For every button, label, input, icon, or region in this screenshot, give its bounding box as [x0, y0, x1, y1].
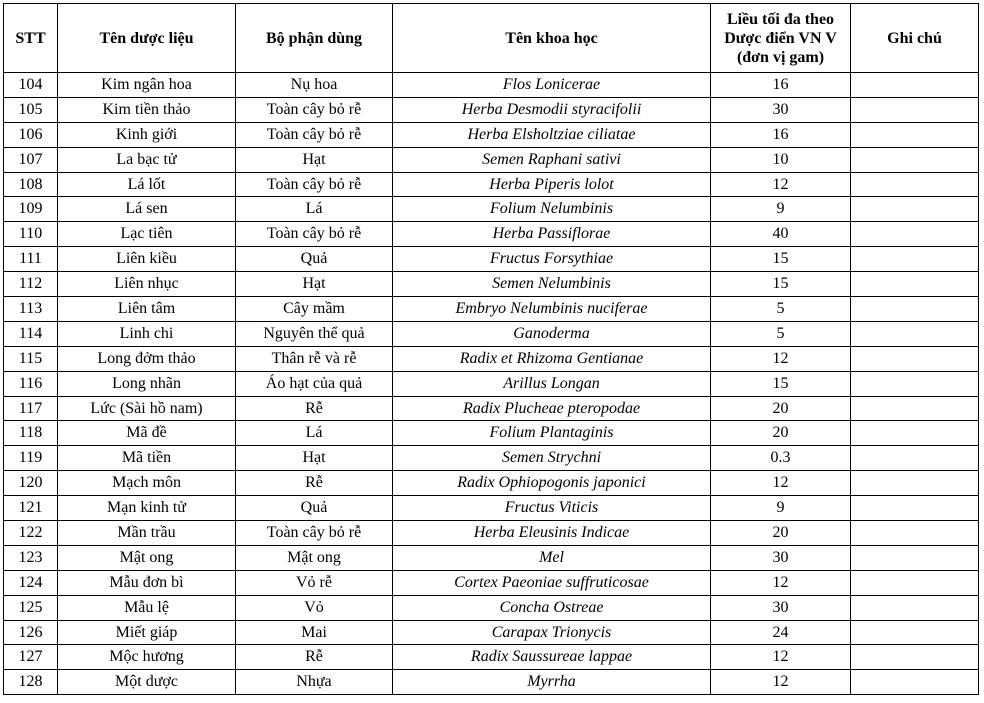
cell-max-dose: 12 [711, 670, 851, 695]
cell-max-dose: 30 [711, 545, 851, 570]
table-row [4, 73, 979, 98]
cell-max-dose: 12 [711, 570, 851, 595]
table-body [4, 73, 979, 695]
cell-scientific-name: Radix et Rhizoma Gentianae [393, 346, 711, 371]
table-row [4, 197, 979, 222]
cell-max-dose: 12 [711, 172, 851, 197]
cell-max-dose: 20 [711, 421, 851, 446]
cell-note [851, 147, 979, 172]
cell-max-dose: 12 [711, 645, 851, 670]
cell-part-used: Hạt [236, 272, 393, 297]
cell-note [851, 396, 979, 421]
cell-stt: 121 [4, 496, 58, 521]
cell-max-dose: 15 [711, 371, 851, 396]
cell-max-dose: 20 [711, 521, 851, 546]
cell-scientific-name: Herba Passiflorae [393, 222, 711, 247]
table-row [4, 670, 979, 695]
cell-scientific-name: Ganoderma [393, 321, 711, 346]
cell-part-used: Rễ [236, 396, 393, 421]
cell-note [851, 670, 979, 695]
cell-max-dose: 20 [711, 396, 851, 421]
cell-herb-name: Lạc tiên [58, 222, 236, 247]
cell-note [851, 197, 979, 222]
cell-max-dose: 30 [711, 97, 851, 122]
cell-scientific-name: Myrrha [393, 670, 711, 695]
cell-part-used: Quả [236, 496, 393, 521]
header-scientific-name: Tên khoa học [393, 4, 711, 73]
cell-note [851, 371, 979, 396]
cell-stt: 111 [4, 247, 58, 272]
table-row [4, 570, 979, 595]
cell-note [851, 272, 979, 297]
cell-note [851, 346, 979, 371]
cell-note [851, 595, 979, 620]
header-herb-name: Tên dược liệu [58, 4, 236, 73]
cell-scientific-name: Fructus Forsythiae [393, 247, 711, 272]
cell-part-used: Quả [236, 247, 393, 272]
table-row [4, 496, 979, 521]
cell-note [851, 545, 979, 570]
cell-scientific-name: Radix Ophiopogonis japonici [393, 471, 711, 496]
cell-scientific-name: Radix Plucheae pteropodae [393, 396, 711, 421]
table-row [4, 545, 979, 570]
cell-stt: 125 [4, 595, 58, 620]
cell-max-dose: 15 [711, 272, 851, 297]
header-row [4, 4, 979, 73]
cell-stt: 126 [4, 620, 58, 645]
cell-stt: 112 [4, 272, 58, 297]
header-note: Ghi chú [851, 4, 979, 73]
table-row [4, 247, 979, 272]
cell-herb-name: Liên nhục [58, 272, 236, 297]
cell-herb-name: Mẫu lệ [58, 595, 236, 620]
cell-scientific-name: Semen Raphani sativi [393, 147, 711, 172]
cell-note [851, 321, 979, 346]
table-row [4, 297, 979, 322]
cell-max-dose: 16 [711, 73, 851, 98]
cell-part-used: Vỏ rễ [236, 570, 393, 595]
table-row [4, 620, 979, 645]
cell-note [851, 421, 979, 446]
cell-max-dose: 9 [711, 496, 851, 521]
cell-stt: 120 [4, 471, 58, 496]
cell-herb-name: Mẫu đơn bì [58, 570, 236, 595]
table-row [4, 97, 979, 122]
cell-stt: 127 [4, 645, 58, 670]
cell-part-used: Nguyên thể quả [236, 321, 393, 346]
cell-scientific-name: Herba Elsholtziae ciliatae [393, 122, 711, 147]
header-stt: STT [4, 4, 58, 73]
cell-herb-name: Linh chi [58, 321, 236, 346]
cell-max-dose: 16 [711, 122, 851, 147]
cell-herb-name: Kim ngân hoa [58, 73, 236, 98]
cell-stt: 109 [4, 197, 58, 222]
cell-note [851, 247, 979, 272]
cell-herb-name: Mật ong [58, 545, 236, 570]
table-row [4, 321, 979, 346]
cell-max-dose: 12 [711, 346, 851, 371]
cell-scientific-name: Folium Nelumbinis [393, 197, 711, 222]
cell-scientific-name: Flos Lonicerae [393, 73, 711, 98]
cell-stt: 107 [4, 147, 58, 172]
cell-note [851, 172, 979, 197]
table-row [4, 222, 979, 247]
cell-herb-name: Lức (Sài hồ nam) [58, 396, 236, 421]
cell-max-dose: 10 [711, 147, 851, 172]
cell-stt: 114 [4, 321, 58, 346]
table-row [4, 272, 979, 297]
cell-herb-name: La bạc tử [58, 147, 236, 172]
table-row [4, 595, 979, 620]
cell-note [851, 496, 979, 521]
cell-herb-name: Lá sen [58, 197, 236, 222]
cell-stt: 123 [4, 545, 58, 570]
cell-scientific-name: Cortex Paeoniae suffruticosae [393, 570, 711, 595]
cell-scientific-name: Mel [393, 545, 711, 570]
table-row [4, 471, 979, 496]
cell-part-used: Thân rễ và rễ [236, 346, 393, 371]
cell-scientific-name: Fructus Viticis [393, 496, 711, 521]
cell-note [851, 446, 979, 471]
header-part-used: Bộ phận dùng [236, 4, 393, 73]
cell-herb-name: Lá lốt [58, 172, 236, 197]
cell-stt: 116 [4, 371, 58, 396]
table-row [4, 421, 979, 446]
cell-herb-name: Mã đề [58, 421, 236, 446]
cell-max-dose: 24 [711, 620, 851, 645]
table-row [4, 346, 979, 371]
cell-max-dose: 30 [711, 595, 851, 620]
cell-note [851, 222, 979, 247]
cell-herb-name: Liên kiều [58, 247, 236, 272]
cell-herb-name: Miết giáp [58, 620, 236, 645]
cell-scientific-name: Concha Ostreae [393, 595, 711, 620]
cell-herb-name: Liên tâm [58, 297, 236, 322]
cell-stt: 105 [4, 97, 58, 122]
cell-stt: 110 [4, 222, 58, 247]
cell-scientific-name: Semen Nelumbinis [393, 272, 711, 297]
cell-part-used: Cây mầm [236, 297, 393, 322]
cell-part-used: Hạt [236, 446, 393, 471]
cell-stt: 124 [4, 570, 58, 595]
cell-herb-name: Kim tiền thảo [58, 97, 236, 122]
cell-scientific-name: Radix Saussureae lappae [393, 645, 711, 670]
cell-stt: 104 [4, 73, 58, 98]
table-row [4, 521, 979, 546]
cell-scientific-name: Semen Strychni [393, 446, 711, 471]
cell-stt: 108 [4, 172, 58, 197]
cell-stt: 117 [4, 396, 58, 421]
cell-herb-name: Một dược [58, 670, 236, 695]
cell-note [851, 122, 979, 147]
cell-note [851, 73, 979, 98]
cell-herb-name: Mần trầu [58, 521, 236, 546]
cell-part-used: Rễ [236, 471, 393, 496]
cell-max-dose: 12 [711, 471, 851, 496]
cell-herb-name: Mộc hương [58, 645, 236, 670]
cell-part-used: Mai [236, 620, 393, 645]
cell-stt: 118 [4, 421, 58, 446]
cell-part-used: Áo hạt của quả [236, 371, 393, 396]
cell-max-dose: 40 [711, 222, 851, 247]
cell-max-dose: 5 [711, 321, 851, 346]
cell-herb-name: Long nhãn [58, 371, 236, 396]
cell-herb-name: Mạn kinh tử [58, 496, 236, 521]
table-row [4, 122, 979, 147]
cell-note [851, 297, 979, 322]
cell-note [851, 471, 979, 496]
header-max-dose: Liều tối đa theo Dược điển VN V (đơn vị gam) [711, 4, 851, 73]
cell-part-used: Rễ [236, 645, 393, 670]
cell-part-used: Nụ hoa [236, 73, 393, 98]
cell-max-dose: 0.3 [711, 446, 851, 471]
cell-note [851, 570, 979, 595]
cell-scientific-name: Embryo Nelumbinis nuciferae [393, 297, 711, 322]
cell-part-used: Mật ong [236, 545, 393, 570]
cell-part-used: Hạt [236, 147, 393, 172]
cell-stt: 113 [4, 297, 58, 322]
cell-note [851, 645, 979, 670]
cell-herb-name: Long đởm thảo [58, 346, 236, 371]
cell-stt: 122 [4, 521, 58, 546]
table-row [4, 446, 979, 471]
cell-note [851, 620, 979, 645]
table-row [4, 396, 979, 421]
cell-note [851, 521, 979, 546]
cell-scientific-name: Herba Piperis lolot [393, 172, 711, 197]
cell-herb-name: Mã tiền [58, 446, 236, 471]
cell-part-used: Lá [236, 421, 393, 446]
herbal-dose-table [3, 3, 979, 695]
cell-part-used: Toàn cây bỏ rễ [236, 521, 393, 546]
cell-scientific-name: Arillus Longan [393, 371, 711, 396]
cell-herb-name: Mạch môn [58, 471, 236, 496]
table-row [4, 371, 979, 396]
cell-scientific-name: Carapax Trionycis [393, 620, 711, 645]
cell-scientific-name: Herba Eleusinis Indicae [393, 521, 711, 546]
cell-part-used: Toàn cây bỏ rễ [236, 172, 393, 197]
table-header [4, 4, 979, 73]
cell-part-used: Nhựa [236, 670, 393, 695]
table-row [4, 172, 979, 197]
cell-scientific-name: Folium Plantaginis [393, 421, 711, 446]
cell-max-dose: 5 [711, 297, 851, 322]
cell-part-used: Toàn cây bỏ rễ [236, 222, 393, 247]
cell-scientific-name: Herba Desmodii styracifolii [393, 97, 711, 122]
table-row [4, 147, 979, 172]
cell-max-dose: 15 [711, 247, 851, 272]
cell-part-used: Vỏ [236, 595, 393, 620]
cell-stt: 115 [4, 346, 58, 371]
cell-part-used: Toàn cây bỏ rễ [236, 97, 393, 122]
cell-max-dose: 9 [711, 197, 851, 222]
table-row [4, 645, 979, 670]
cell-stt: 106 [4, 122, 58, 147]
cell-note [851, 97, 979, 122]
cell-stt: 119 [4, 446, 58, 471]
cell-part-used: Lá [236, 197, 393, 222]
cell-herb-name: Kinh giới [58, 122, 236, 147]
cell-stt: 128 [4, 670, 58, 695]
cell-part-used: Toàn cây bỏ rễ [236, 122, 393, 147]
